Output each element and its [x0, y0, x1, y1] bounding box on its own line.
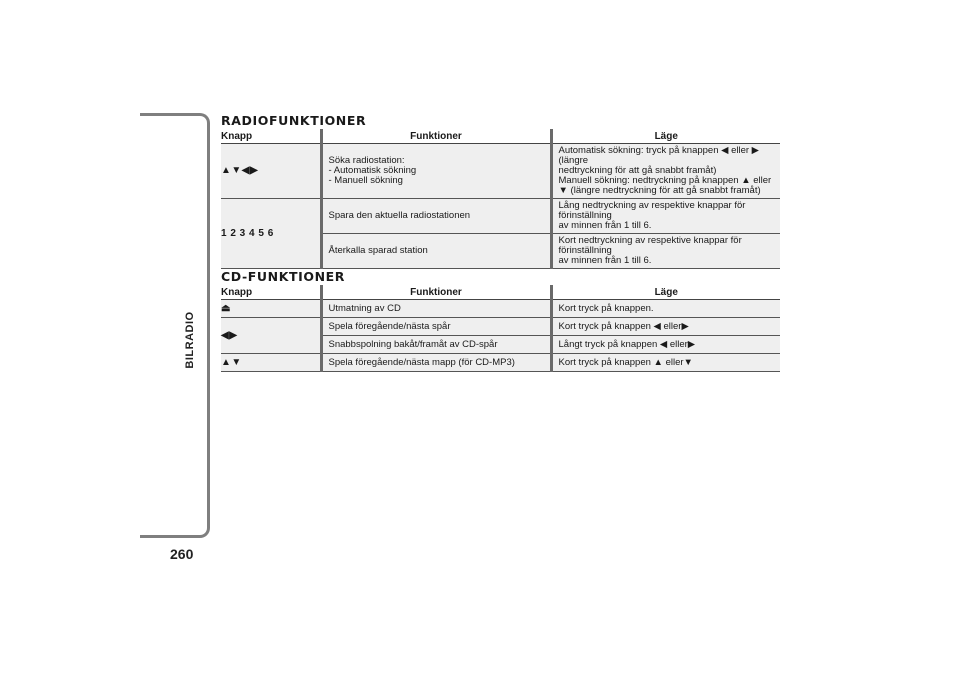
header-knapp: Knapp	[221, 285, 321, 300]
function-line: Söka radiostation:	[328, 155, 405, 166]
header-funktioner: Funktioner	[321, 129, 551, 144]
radio-functions-table	[221, 129, 780, 269]
table-row	[221, 144, 780, 199]
function-cell: Återkalla sparad station	[321, 234, 551, 269]
mode-line: av minnen från 1 till 6.	[558, 220, 652, 231]
mode-cell: Kort tryck på knappen ▲ eller▼	[551, 354, 780, 372]
page-number: 260	[170, 546, 194, 562]
function-cell	[321, 144, 551, 199]
table-row	[221, 318, 780, 336]
cd-section-title: CD-FUNKTIONER	[221, 269, 346, 284]
mode-line: Automatisk sökning: tryck på knappen ◀ eller ▶ (längre	[558, 145, 759, 166]
left-right-arrows-icon: ◀▶	[221, 318, 321, 354]
table-row	[221, 300, 780, 318]
mode-cell	[551, 199, 780, 234]
header-lage: Läge	[551, 129, 780, 144]
radio-functions-section	[221, 114, 780, 269]
header-funktioner: Funktioner	[321, 285, 551, 300]
mode-cell	[551, 144, 780, 199]
function-cell: Spara den aktuella radiostationen	[321, 199, 551, 234]
header-knapp: Knapp	[221, 129, 321, 144]
chapter-label: BILRADIO	[184, 311, 196, 369]
function-cell: Snabbspolning bakåt/framåt av CD-spår	[321, 336, 551, 354]
function-cell: Spela föregående/nästa mapp (för CD-MP3)	[321, 354, 551, 372]
function-line: - Manuell sökning	[328, 175, 403, 186]
cd-functions-table	[221, 285, 780, 372]
function-cell: Utmatning av CD	[321, 300, 551, 318]
mode-line: nedtryckning för att gå snabbt framåt)	[558, 165, 717, 176]
radio-section-title: RADIOFUNKTIONER	[221, 113, 367, 128]
mode-line: Lång nedtryckning av respektive knappar för förinställning	[558, 200, 746, 221]
mode-cell: Långt tryck på knappen ◀ eller▶	[551, 336, 780, 354]
function-line: - Automatisk sökning	[328, 165, 417, 176]
mode-cell: Kort tryck på knappen ◀ eller▶	[551, 318, 780, 336]
eject-icon: ⏏	[221, 300, 321, 318]
mode-cell: Kort tryck på knappen.	[551, 300, 780, 318]
page-frame	[140, 113, 210, 538]
table-header-row	[221, 285, 780, 300]
mode-cell	[551, 234, 780, 269]
mode-line: av minnen från 1 till 6.	[558, 255, 652, 266]
header-lage: Läge	[551, 285, 780, 300]
table-row	[221, 199, 780, 234]
mode-line: ▼ (längre nedtryckning för att gå snabbt framåt)	[558, 185, 761, 196]
function-cell: Spela föregående/nästa spår	[321, 318, 551, 336]
button-arrows-cell: ▲▼◀▶	[221, 144, 321, 199]
cd-functions-section	[221, 270, 780, 372]
preset-buttons-cell: 1 2 3 4 5 6	[221, 199, 321, 269]
table-header-row	[221, 129, 780, 144]
mode-line: Kort nedtryckning av respektive knappar för förinställning	[558, 235, 742, 256]
up-down-arrows-icon: ▲▼	[221, 354, 321, 372]
table-row	[221, 354, 780, 372]
mode-line: Manuell sökning: nedtryckning på knappen ▲ eller	[558, 175, 772, 186]
